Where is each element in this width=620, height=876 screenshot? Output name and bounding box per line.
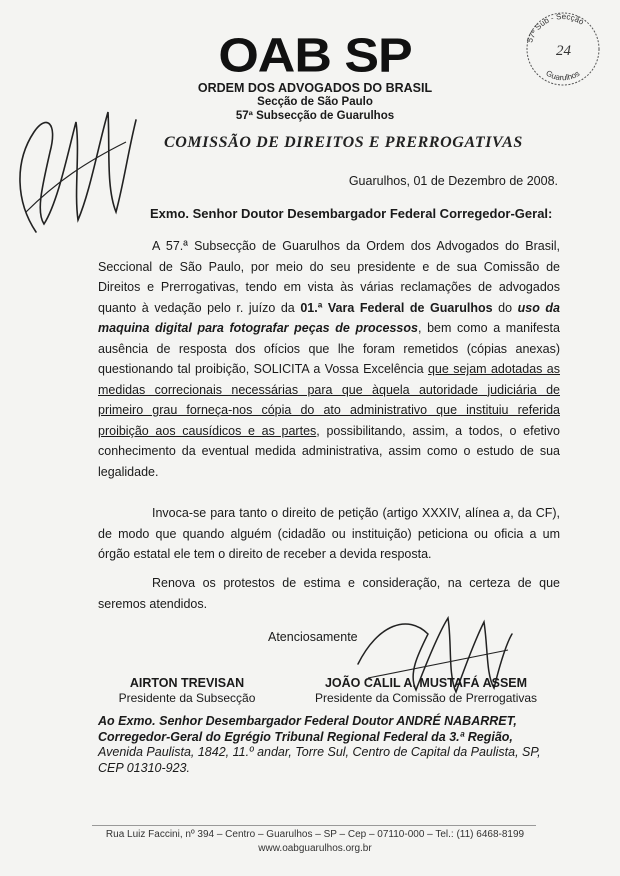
footer-website: www.oabguarulhos.org.br	[258, 843, 372, 854]
recipient-line-3: Avenida Paulista, 1842, 11.º andar, Torre Sul, Centro de Capital da Paulista, SP,	[98, 745, 541, 759]
signatory-2-role: Presidente da Comissão de Prerrogativas	[314, 691, 538, 705]
p2-text: Invoca-se para tanto o direito de petição (artigo XXXIV, alínea	[152, 506, 504, 520]
svg-text:57ª Sub - Secção	[525, 12, 586, 44]
p2-text-2: , da CF), de modo que quando alguém (cidadão ou instituição) peticiona ou oficia a um órgão estatal ele tem o direito de receber a devida resposta.	[98, 506, 560, 561]
closing: Atenciosamente	[268, 630, 358, 644]
p2-letter: a	[503, 506, 511, 520]
stamp-bottom-text: Guarulhos	[544, 68, 582, 83]
letter-salutation: Exmo. Senhor Doutor Desembargador Federal Corregedor-Geral:	[150, 206, 553, 221]
footer	[60, 828, 570, 856]
p1-text-3: , bem como a manifesta ausência de resposta dos ofícios que lhe foram remetidos (cópias anexas) questionando tal proibição, SOLICITA a Vossa Excelência	[98, 321, 560, 376]
recipient-line-4: CEP 01310-923.	[98, 760, 190, 775]
footer-address: Rua Luiz Faccini, nº 394 – Centro – Guarulhos – SP – Cep – 07110-000 – Tel.: (11) 6468-8199	[105, 829, 525, 840]
signatory-2	[306, 676, 546, 706]
letter-date: Guarulhos, 01 de Dezembro de 2008.	[348, 174, 558, 188]
p1-court: 01.ª Vara Federal de Guarulhos	[300, 300, 493, 315]
oab-logo: OAB SP	[218, 29, 412, 83]
recipient-line-2: Corregedor-Geral do Egrégio Tribunal Regional Federal da 3.ª Região,	[98, 729, 513, 744]
p1-text-4: , possibilitando, assim, a todos, o efetivo conhecimento da eventual medida administrativa, assim como o estudo de sua legalidade.	[98, 423, 560, 479]
stamp-top-text: 57ª Sub - Secção	[525, 11, 586, 44]
recipient-line-1: Ao Exmo. Senhor Desembargador Federal Doutor ANDRÉ NABARRET,	[98, 714, 517, 728]
p1-subject: uso da maquina digital para fotografar peças de processos	[98, 300, 560, 335]
stamp-page-number: 24	[556, 43, 571, 59]
org-subsection: 57ª Subsecção de Guarulhos	[235, 110, 395, 122]
recipient-block	[98, 714, 568, 776]
signatory-1	[112, 676, 262, 706]
signatory-1-name: AIRTON TREVISAN	[129, 676, 245, 690]
svg-text:Guarulhos	[544, 69, 581, 83]
signatory-2-name: JOÃO CALIL A. MUSTAFÁ ASSEM	[324, 676, 528, 690]
footer-divider	[92, 825, 536, 826]
body-paragraph-1	[98, 236, 560, 482]
p1-request: que sejam adotadas as medidas correcionais necessárias para que àquela autoridade judiciária de primeiro grau forneça-nos cópia do ato administrativo que instituiu referida proibição aos causídicos e as partes	[98, 362, 560, 438]
letterhead-organization	[190, 81, 440, 123]
body-paragraph-2	[98, 503, 560, 565]
commission-title: COMISSÃO DE DIREITOS E PRERROGATIVAS	[164, 134, 523, 151]
signatory-1-role: Presidente da Subsecção	[118, 691, 256, 705]
org-name: ORDEM DOS ADVOGADOS DO BRASIL	[197, 81, 433, 95]
p1-text-2: do	[492, 300, 518, 315]
p1-text: A 57.ª Subsecção de Guarulhos da Ordem dos Advogados do Brasil, Seccional de São Paulo, por meio do seu presidente e de sua Comissão de Direitos e Prerrogativas, tendo em vista às várias reclamações de advogados quanto à vedação pelo r. juízo da	[98, 239, 560, 315]
org-section: Secção de São Paulo	[257, 96, 373, 108]
handwritten-signature-left	[6, 92, 146, 242]
body-paragraph-3: Renova os protestos de estima e consideração, na certeza de que seremos atendidos.	[98, 576, 560, 611]
